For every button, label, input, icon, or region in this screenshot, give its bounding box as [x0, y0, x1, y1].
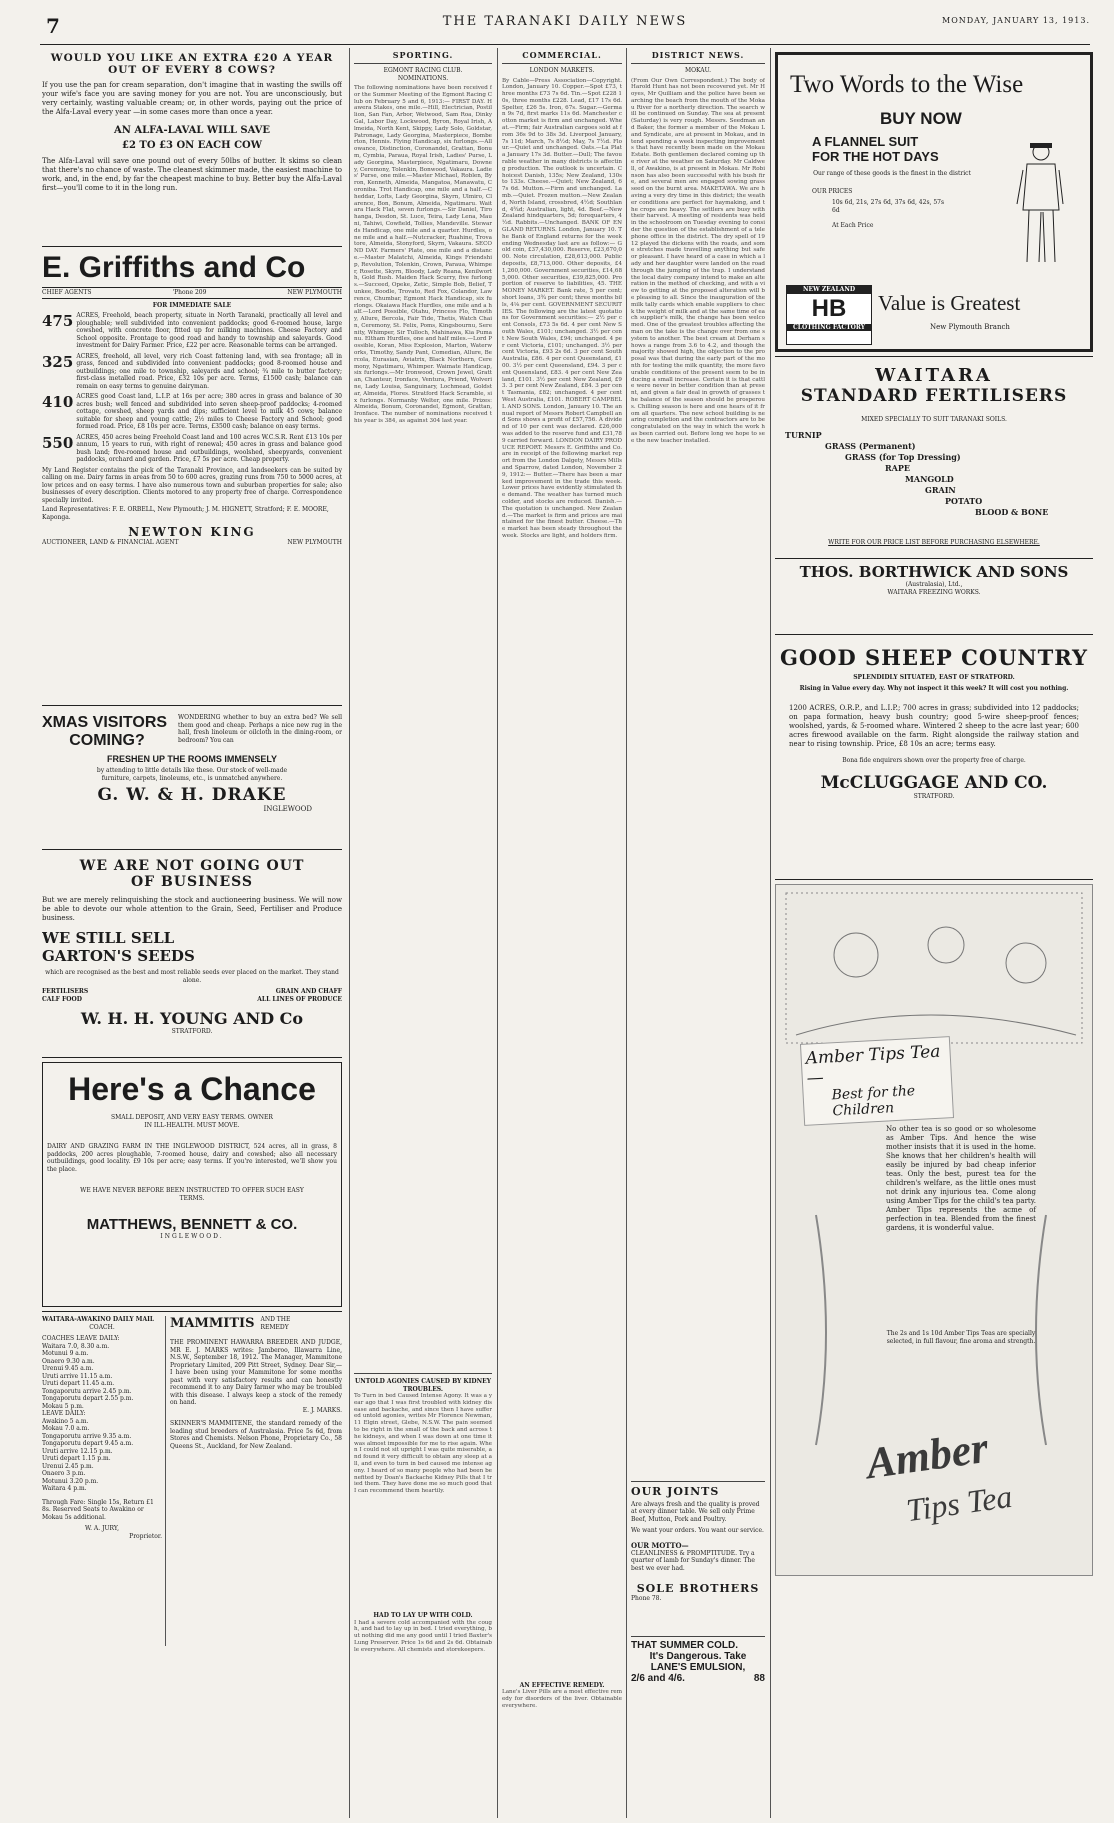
- listing-text: ACRES, freehold, all level, very rich Coast fattening land, with sea frontage; all in grass, fenced and subdivided into convenient paddocks; good 8-roomed house and outbuildings; one mile to township, saleyards and school; ¾ mile to butter factory; first-class metalled road. Price, £32 10s per acre. Terms, £1500 cash; balance can remain on easy terms to genuine dairyman.: [76, 352, 342, 390]
- amber-body: No other tea is so good or so wholesome as Amber Tips. And hence the wise mother insists that it is used in the home. She knows that her children's health will easily be injured by bad cheap inferior teas. Only the best, purest tea for the children's welfare, as the little ones must not drink any injurious tea. Come along using Amber Tips for the child's tea party. Amber Tips represents the acme of perfection in tea. Blended from the finest gardens, it is wonderful value.: [886, 1125, 1036, 1232]
- column-divider: [349, 48, 350, 1818]
- waitara-mixed: MIXED SPECIALLY TO SUIT TARANAKI SOILS.: [861, 416, 1007, 423]
- sheep-ad: [775, 645, 1093, 875]
- commercial-sub: LONDON MARKETS.: [529, 67, 595, 74]
- timetable-row: Urenui 9.45 a.m.: [42, 1365, 94, 1372]
- butcher-ad: [631, 1485, 765, 1633]
- waitara-ad: [775, 365, 1093, 630]
- coach-head: WAITARA-AWAKINO DAILY MAIL: [42, 1316, 155, 1323]
- sporting-sub-2: NOMINATIONS.: [397, 74, 449, 82]
- listing-text: ACRES, Freehold, beach property, situate in North Taranaki, practically all level and ploughable; well subdivided into convenient paddocks; good 6-roomed house, large cowshed, with concrete floor, fitted up for milking machines. Cheese Factory and School opposite. Frontage to good road and handy to township and saleyards. Good investment for Dairy Farmer. Price, £22 per acre. Reasonable terms can be arranged.: [76, 312, 342, 349]
- fertiliser-item: GRASS (for Top Dressing): [845, 451, 961, 462]
- griffiths-ad: [42, 251, 342, 701]
- timetable-row: Motunui 9 a.m.: [42, 1350, 89, 1357]
- hb-value: Value is Greatest: [878, 291, 1021, 315]
- alfa-headline-2: OUT OF EVERY 8 COWS?: [108, 64, 276, 76]
- sheep-rising: Rising in Value every day. Why not inspect it this week? It will cost you nothing.: [799, 684, 1069, 692]
- timetable-row: Awakino 5 a.m.: [42, 1417, 89, 1425]
- district-heading: DISTRICT NEWS.: [651, 50, 745, 60]
- coach-leave: COACHES LEAVE DAILY:: [42, 1335, 120, 1342]
- young-body: But we are merely relinquishing the stock and auctioneering business. We will now be able to devote our whole attention to the Grain, Seed, Fertiliser and Produce business.: [42, 896, 342, 922]
- listing-acres: 410: [42, 393, 74, 411]
- alfa-body-1: If you use the pan for cream separation, don't imagine that in wasting the swills off your wife's face you are saving money for you are not. You are unconsciously, but very certainly, wasting valuable cream; or, in other words, paying out the price of the Alfa-Laval every year —in some cases more than once a year.: [42, 81, 342, 116]
- chance-never: WE HAVE NEVER BEFORE BEEN INSTRUCTED TO OFFER SUCH EASY TERMS.: [80, 1187, 304, 1202]
- coach-name: W. A. JURY,: [85, 1525, 119, 1532]
- motto-body: CLEANLINESS & PROMPTITUDE. Try a quarter of lamb for Sunday's dinner. The best we ever had.: [631, 1549, 755, 1572]
- fertiliser-list: [775, 430, 1093, 525]
- hb-logo-mid: HB: [811, 294, 847, 322]
- drake-freshen: FRESHEN UP THE ROOMS IMMENSELY: [106, 754, 278, 764]
- hb-ad: [775, 52, 1093, 352]
- amber-logo-1: Amber: [863, 1422, 992, 1489]
- listing: [42, 312, 342, 350]
- hb-title: Two Words to the Wise: [790, 71, 1024, 98]
- amber-title: Amber Tips Tea—: [805, 1041, 941, 1089]
- timetable-row: Uruti depart 1.15 p.m.: [42, 1455, 111, 1462]
- emulsion-ad: [631, 1640, 765, 1684]
- fertiliser-item: GRASS (Permanent): [825, 440, 916, 451]
- waitara-h2: STANDARD FERTILISERS: [800, 386, 1068, 406]
- mammitis-sig: E. J. MARKS.: [302, 1406, 342, 1414]
- amber-fine: The 2s and 1s 10d Amber Tips Teas are specially selected, in full flavour, fine aroma and strength.: [886, 1330, 1036, 1345]
- fertiliser-item: RAPE: [885, 462, 910, 473]
- newton-king-name: NEWTON KING: [128, 525, 256, 539]
- fertiliser-item: TURNIP: [785, 429, 822, 440]
- young-ad: [42, 858, 342, 1053]
- newspaper-title: THE TARANAKI DAILY NEWS: [442, 14, 688, 29]
- sole-phone: Phone 78.: [631, 1595, 662, 1602]
- alfa-headline-4: £2 TO £3 ON EACH COW: [122, 140, 262, 151]
- griffiths-reps: Land Representatives: F. E. ORBELL, New Plymouth; J. M. HIGNETT, Stratford; F. E. MOORE, Kaponga.: [42, 506, 329, 521]
- timetable-row: Uruti depart 11.45 a.m.: [42, 1380, 115, 1387]
- mammitis-body: THE PROMINENT HAWARRA BREEDER AND JUDGE, MR E. J. MARKS writes: Jamberoo, Illawarra Line, N.S.W., September 18, 1912. The Manager, Mammitone Proprietary Limited, 209 Pitt Street, Sydney. Dear Sir,—I have been using your Mammitone for some months past with very satisfactory results and can honestly recommend it to any Dairy farmer who may be troubled with this disease. I always keep a stock of the remedy on hand.: [170, 1339, 342, 1406]
- mammitis-ad: [170, 1316, 342, 1646]
- young-name: W. H. H. YOUNG AND Co: [80, 1009, 304, 1028]
- timetable-row: Waitara 7.0, 8.30 a.m.: [42, 1342, 110, 1350]
- chance-sub: SMALL DEPOSIT, AND VERY EASY TERMS. OWNER IN ILL-HEALTH. MUST MOVE.: [111, 1114, 273, 1129]
- young-body-2: which are recognised as the best and most reliable seeds ever placed on the market. They stand alone.: [45, 969, 339, 984]
- coach-timetable: [42, 1343, 162, 1493]
- commercial-heading: COMMERCIAL.: [522, 50, 602, 60]
- listing-text: ACRES good Coast land, L.I.P. at 16s per acre; 380 acres in grass and balance of 30 acres bush; well fenced and subdivided into seven sheep-proof paddocks; 4-roomed cottage, cowshed, sheep yards and dips; sufficient level to milk 45 cows; balance suitable for sheep and young cattle; 2½ miles to Cheese Factory and School; good formed road. Price, £8 10s per acre. Terms, £3500 cash; balance on easy terms.: [76, 393, 342, 430]
- sporting-article: The following nominations have been received for the Summer Meeting of the Egmont Racing Club on February 5 and 6, 1913:— FIRST DAY. Hawera Stakes, one mile.—Hill, Electrician, Postillion, San Fan, Arbor, Wetwood, Sam Roa, Dinky Gal, Labor Day, Lockwood, Byron, Royal Irish, Almeida, North Kent, Skippy, Lady Solo, Goldstar, Patronage, Lady Georgina, Masterpiece, Bomberton, Hennis. Flying Handicap, six furlongs.—Allowance, Distinction, Coronandel, Grattan, Bonum, Cymbia, Paraua, Royal Irish, Ladies' Purse, Lady Georgina, Masterpiece, Ngatimaru, Downey, Ceremony, Tolenkin, Bonwood, Vakaura. Ladies' Purse, one mile.—Master Michael, Roblen, Byron, Kenneth, Almeida, Mangatoa, Manawatu, Coroniba. Trot Handicap, one mile and a half.—Cheddar, Lofts, Lady Georgina, Skyrn, Ulmiro, Clarence, Bon, Bonum, Almeida, Ngatimaru. Waitara Hack Flat, seven furlongs.—Sir Daniel, Tirohanga, Desdon, St. Luce, Teira, Lady Lena, Mauni, Tahiwi, Cowfield, Tollies, Mandeville. Stewards Handicap, one mile and a quarter. Hurdles, one mile and a half.—Nutcracker, Ruahine, Trovatore, Almeida, Stonyford, Skyrn, Vakaura. SECOND DAY. Farmers' Plate, one mile and a distance.—Master Malatchi, Almeida, Kings Friendship, Revolution, Tolenkin, Crown, Paraua, Whimper, Rosette, Skyrn, Bloody, Lady Reana, Kenilworth, Gold Rush. Maiden Hack Scurry, five furlongs.—Succeed, Opeke, Zetic, Simple Bob, Belief, Tunkee, Boodle, Trovato, Red Fox, Colandor, Lawrence, Chumbar, Egmont Hack Handicap, six furlongs. Okaiawa Hack Hurdles, one mile and a half.—Lord Possible, Otahu, Princess Flo, Timothy, Allure, Bercola, Fair Tide, Thetis, Watch Chain, Ceremony, St. Felix, Poms, Kingsbournu, Serenity, Whimper, Sir Tulloch, Mahinawa, Kia Pumanu. Eltham Hurdles, one and half miles.—Lord Possible, Koran, Miss Explosion, Marton, Waterworks, Timothy, Sandy Pant, Comedian, Allure, Bercola, Eurasian, Aviatrix, Black Northern, Ceremony, Ngatimaru, Whimper. Waimate Handicap, six furlongs.—Mr Ironwood, Crown Jewel, Grattan, Chanteur, Ironface, Ventura, Priend, Wolverine, Lady Louisa, Sanguinary, Lochmead, Goldstar, Almeida, Flores. Stratford Hack Scramble, six furlongs. Normanby Welter, one mile. Prizes: Almeida, Bonum, Coronandel, Egmont, Grattan, Ironface. The number of nominations received this year is 384, as against 304 last year.: [354, 85, 492, 425]
- joints-want: We want your orders. You want our service.: [631, 1527, 764, 1534]
- column-divider: [626, 48, 627, 1818]
- borthwick-name: THOS. BORTHWICK AND SONS: [799, 563, 1069, 581]
- young-item: CALF FOOD: [42, 995, 82, 1003]
- sporting-sub-1: EGMONT RACING CLUB.: [383, 67, 463, 74]
- cold-line-1: THAT SUMMER COLD.: [631, 1639, 739, 1651]
- chance-town: INGLEWOOD.: [160, 1233, 224, 1240]
- timetable-row: Uruti arrive 11.15 a.m.: [42, 1372, 113, 1380]
- young-item: FERTILISERS: [42, 988, 89, 995]
- chance-name: MATTHEWS, BENNETT & CO.: [86, 1216, 298, 1233]
- hb-logo-top: NEW ZEALAND: [787, 286, 871, 294]
- waitara-h1: WAITARA: [875, 365, 993, 386]
- hb-each: At Each Price: [832, 222, 874, 229]
- sporting-column: [354, 48, 492, 1818]
- mammitis-title: MAMMITIS: [170, 1316, 255, 1331]
- fertiliser-item: GRAIN: [925, 484, 956, 495]
- sheep-bona: Bona fide enquirers shown over the property free of charge.: [842, 757, 1026, 764]
- man-in-suit-illustration: [1013, 140, 1068, 270]
- cold-number: 88: [753, 1672, 765, 1684]
- young-h2: OF BUSINESS: [130, 874, 254, 890]
- listing-text: ACRES, 450 acres being Freehold Coast land and 100 acres W.C.S.R. Rent £13 10s per annum, 15 years to run, with right of renewal; 450 acres in grass and balance good bush land; five-roomed house and outbuildings, woolshed, sheepyards, convenient paddocks, orchard and garden. Price, £7 5s per acre. Cheap property.: [76, 433, 342, 463]
- timetable-row: Tongaporutu depart 2.55 p.m.: [42, 1395, 134, 1402]
- remedy-body: Lane's Liver Pills are a most effective remedy for disorders of the liver. Obtainable everywhere.: [502, 1689, 622, 1709]
- hb-branch: New Plymouth Branch: [930, 323, 1010, 331]
- amber-logo-2: Tips Tea: [903, 1477, 1015, 1529]
- commercial-article: By Cable—Press Association—Copyright. London, January 10. Copper.—Spot £73, three months £73 7s 6d. Tin.—Spot £228 10s, three months £228. Lead, £17 17s 6d. Spelter, £26 5s. Iron, 67s. Sugar.—German 9s 7d, first marks 11s 6d. Manchester cotton market is firm and unchanged. Wheat.—Firm; fair Australian cargoes sold at from 36s 9d to 38s 3d. Liverpool January, 7s 11d; March, 7s 8½d; May, 7s 7½d. Flour.—Quiet and unchanged. Oats.—La Plata January 17s 3d. Butter.—Dull; The favourable weather in many districts is affecting production. The outlook is uncertain. Choicest Danish, 135s; New Zealand, 130s to 133s. Cheese.—Quiet; New Zealand, 67s 6d. Mutton.—Firm and unchanged. Lamb.—Quiet. Frozen mutton.—New Zealand, North Island, crossbred, 4½d; Southland, 4¾d; Australian, light, 4d. Beef.—New Zealand hindquarters, 5d; forequarters, 4½d. Rabbits.—Unchanged. BANK OF ENGLAND RETURNS. London, January 10. The Bank of England returns for the week ending Wednesday last are as follow:— Gold coin, £37,430,000. Reserve, £23,670,000. Note circulation, £28,613,000. Public deposits, £8,713,000. Other deposits, £41,260,000. Government securities, £14,685,000. Other securities, £39,825,000. Proportion of reserve to liabilities, 45. THE MONEY MARKET. Bank rate, 5 per cent; short loans, 3¾ per cent; three months bills, 4⅛ per cent. GOVERNMENT SECURITIES. The following are the latest quotations for Government securities:— 2½ per cent Consols, £73 5s 6d. 4 per cent New South Wales, £101; unchanged. 3½ per cent New South Wales, £94; unchanged. 4 per cent Victoria, £101; unchanged. 3½ per cent Victoria, £93 2s 6d. 3 per cent South Australia, £86. 4 per cent Queensland, £100. 3½ per cent Queensland, £94. 3 per cent Queensland, £83. 4 per cent New Zealand, £101. 3½ per cent New Zealand, £93. 3 per cent New Zealand, £84. 3 per cent Tasmania, £82; unchanged. 4 per cent West Australia, £101. ROBERT CAMPBELL AND SONS. London, January 10. The annual report of Messrs Robert Campbell and Sons shows a profit of £57,756. A dividend of 10 per cent was declared. £26,000 was added to the reserve fund and £31,789 carried forward. LONDON DAIRY PRODUCE REPORT. Messrs E. Griffiths and Co. are in receipt of the following market report from the London Dalgety, Messrs Mills and Sparrow, dated London, November 29, 1912:— Butter.—There has been a marked improvement in the trade this week. Lower prices have evidently stimulated the demand. The weather has turned much colder, and stocks are reduced. Danish.—The quotation is unchanged. New Zealand.—The market is firm and prices are maintained for the finest butter. Cheese.—The market has been steady throughout the week. Stocks are light, and holders firm.: [502, 77, 622, 539]
- coach-role: Proprietor.: [129, 1532, 162, 1540]
- chance-body: DAIRY AND GRAZING FARM IN THE INGLEWOOD DISTRICT, 524 acres, all in grass, 8 paddocks, 200 acres ploughable, 7-roomed house, dairy and cowshed; also all necessary outbuildings, good locality. £9 10s per acre; easy terms. If you're interested, we'll show you the place.: [47, 1143, 337, 1173]
- fertiliser-item: BLOOD & BONE: [975, 506, 1049, 517]
- alfa-headline-3: AN ALFA-LAVAL WILL SAVE: [114, 125, 270, 136]
- drake-right-text: WONDERING whether to buy an extra bed? We sell them good and cheap. Perhaps a nice new rug in the hall, fresh linoleum or oilcloth in the dining-room, or bedroom? You can: [178, 714, 342, 744]
- commercial-column: [502, 48, 622, 1818]
- griffiths-agents: CHIEF AGENTS: [42, 289, 92, 296]
- kidney-ad-head: UNTOLD AGONIES CAUSED BY KIDNEY TROUBLES.: [355, 1378, 491, 1393]
- masthead: [40, 8, 1090, 45]
- cold-ad-body: I had a severe cold accompanied with the cough, and had to lay up in bed. I tried everything, but nothing did me any good until I tried Baxter's Lung Preserver. Price 1s 6d and 2s 6d. Obtainable everywhere. All chemists and storekeepers.: [354, 1619, 492, 1653]
- timetable-row: Onaero 9.30 a.m.: [42, 1357, 95, 1365]
- waitara-write: WRITE FOR OUR PRICE LIST BEFORE PURCHASING ELSEWHERE.: [828, 538, 1040, 546]
- column-divider: [770, 48, 771, 1818]
- sheep-h2: SPLENDIDLY SITUATED, EAST OF STRATFORD.: [853, 674, 1015, 681]
- joints-head: OUR JOINTS: [631, 1484, 720, 1498]
- district-article: (From Our Own Correspondent.) The body of Harold Hunt has not been recovered yet. Mr Hoyes, Mr Quilliam and the police have been searching the beach from the mouth of the Mokau River for a northerly direction. The search will be continued on Sunday. The sea at present (Saturday) is very rough. Messrs. Seedman and Baker, the former a member of the Mokau Land Syndicate, are at present in Mokau, and intend spending a week inspecting improvements that have recently been made on the Mokau Estate. Both gentlemen declared coming up the river at the weather on Saturday. Mr Caldwell, of Awakino, is at present in Mokau. Mr Robinson has also been successful with his bush fire, and several men are engaged sowing grass seed on the burnt area. MAKETAWA. We are having a very dry time in this district; the weather conditions are perfect for haymaking, and the crops are heavy. The settlers are busy with their harvest. A meeting of residents was held in the schoolroom on Tuesday evening to consider the question of the establishment of a telephone office in the district. The dry spell of 1912 played the dickens with the roads, and some stretches made travelling anything but safe or pleasant. I have heard of a case in which a lady and her daughter were landed on the road through the jumping of the trap. I understand the local dairy company intend to make an alteration in the method of checking, and with a view to getting at the proposed alteration will be pleasing to all. Since the inauguration of the milk tally cards which enable suppliers to check the weight of milk and at the same time of each supplier's milk, the change has been welcomed. One of the greatest troubles affecting the man on the take is the change over from one system to another. The best cream at Derham shows a range from 3.6 to 4.2, and though the majority showed high, the objection to the proposal was that during the early part of the month for testing the milk quantity, the more favourable conditions of the present seem to be inducing a small increase. Certain it is that cattle were never in better condition than at present, and given a fair deal in growth of grasses the balance of the season should be prosperous. Chilling season is here and one hears of it from all quarters. The new school building is nearing completion and the contractors are to be congratulated on the way in which the work has been carried out. Before long we hope to see the new teacher installed.: [631, 77, 765, 444]
- column-divider: [497, 48, 498, 1818]
- hb-logo-bot: CLOTHING FACTORY: [787, 324, 871, 332]
- hb-range: Our range of these goods is the finest in the district: [813, 170, 971, 177]
- district-column: [631, 48, 765, 1818]
- listing-acres: 325: [42, 352, 74, 371]
- hb-prices-head: OUR PRICES: [812, 187, 853, 195]
- young-h4: GARTON'S SEEDS: [42, 947, 195, 965]
- young-town: STRATFORD.: [171, 1028, 213, 1035]
- cold-line-2: It's Dangerous. Take: [649, 1650, 747, 1662]
- timetable-row: Urenui 2.45 p.m.: [42, 1462, 94, 1470]
- sole-brothers: SOLE BROTHERS: [636, 1582, 760, 1595]
- drake-ad: [42, 710, 342, 845]
- alfa-laval-ad: [42, 52, 342, 242]
- young-item: GRAIN AND CHAFF: [275, 988, 342, 995]
- griffiths-name: E. Griffiths and Co: [42, 251, 306, 284]
- mammitis-foot: SKINNER'S MAMMITENE, the standard remedy of the leading stud breeders of Australasia. Price 5s 6d, from Stores and Chemists. Nelson Phone, Proprietary Co., 58 Queens St., Auckland, for New Zealand.: [170, 1420, 342, 1450]
- listing-acres: 475: [42, 312, 74, 330]
- hb-flannel-2: FOR THE HOT DAYS: [812, 149, 939, 164]
- sheep-body: 1200 ACRES, O.R.P., and L.I.P.; 700 acres in grass; subdivided into 12 paddocks; on papa formation, heavy bush country; good 5-wire sheep-proof fences; woolshed, yards, & 5-roomed whare. Wintered 2 sheep to the acre last year; 600 acres firewood available on the farm. Right alongside the railway station and near to rising township. Price, £8 10s an acre; terms easy.: [789, 704, 1079, 748]
- timetable-row: Tongaporutu depart 9.45 a.m.: [42, 1440, 134, 1447]
- cold-ad-head: HAD TO LAY UP WITH COLD.: [373, 1612, 473, 1619]
- amber-sub: Best for the Children: [831, 1083, 916, 1120]
- coach-fare: Through Fare: Single 15s, Return £1 8s. Reserved Seats to Awakino or Mokau 5s additional.: [42, 1498, 154, 1521]
- chance-ad: [42, 1062, 342, 1307]
- timetable-row: Tongaporutu arrive 9.35 a.m.: [42, 1432, 132, 1440]
- coach-sub: COACH.: [89, 1323, 115, 1331]
- motto-head: OUR MOTTO—: [631, 1540, 689, 1550]
- mccluggage-town: STRATFORD.: [913, 792, 955, 800]
- fertiliser-item: MANGOLD: [905, 473, 954, 484]
- timetable-row: LEAVE DAILY:: [42, 1410, 86, 1417]
- timetable-row: Mokau 7.0 a.m.: [42, 1425, 90, 1432]
- cold-line-4: 2/6 and 4/6.: [631, 1672, 685, 1684]
- sale-heading: FOR IMMEDIATE SALE: [152, 301, 232, 309]
- listing: [42, 353, 342, 391]
- chance-title: Here's a Chance: [68, 1071, 316, 1107]
- young-h1: WE ARE NOT GOING OUT: [79, 858, 305, 874]
- mammitis-side: AND THE REMEDY: [260, 1316, 291, 1331]
- newton-king-role: AUCTIONEER, LAND & FINANCIAL AGENT: [42, 539, 179, 546]
- district-sub: MOKAU.: [684, 67, 712, 74]
- timetable-row: Uruti arrive 12.15 p.m.: [42, 1447, 113, 1455]
- hb-buy-now: BUY NOW: [880, 109, 962, 128]
- newton-king-town: NEW PLYMOUTH: [287, 539, 342, 546]
- cold-line-3: LANE'S EMULSION,: [650, 1661, 746, 1673]
- remedy-head: AN EFFECTIVE REMEDY.: [519, 1681, 605, 1689]
- mccluggage-name: McCLUGGAGE AND CO.: [820, 772, 1048, 793]
- amber-tips-ad: [775, 884, 1093, 1576]
- borthwick-works: WAITARA FREEZING WORKS.: [887, 588, 981, 596]
- young-h3: WE STILL SELL: [42, 929, 175, 947]
- timetable-row: Onaero 3 p.m.: [42, 1470, 86, 1477]
- sporting-heading: SPORTING.: [392, 50, 454, 60]
- alfa-headline-1: WOULD YOU LIKE AN EXTRA £20 A YEAR: [50, 52, 334, 64]
- hb-prices: 10s 6d, 21s, 27s 6d, 37s 6d, 42s, 57s 6d: [832, 199, 945, 214]
- drake-town: INGLEWOOD: [263, 805, 312, 813]
- griffiths-town: NEW PLYMOUTH: [287, 289, 342, 296]
- hb-logo: [786, 285, 872, 345]
- xmas-coming: COMING?: [69, 732, 145, 749]
- listing: [42, 393, 342, 431]
- xmas-visitors: XMAS VISITORS: [42, 714, 168, 731]
- griffiths-phone: 'Phone 209: [172, 289, 207, 296]
- young-item: ALL LINES OF PRODUCE: [257, 995, 342, 1003]
- fertiliser-item: POTATO: [945, 495, 983, 506]
- borthwick-aus: (Australasia), Ltd.,: [905, 581, 963, 588]
- listing-acres: 550: [42, 433, 74, 452]
- coach-ad: [42, 1316, 166, 1646]
- hb-flannel-1: A FLANNEL SUIT: [812, 134, 919, 149]
- alfa-body-2: The Alfa-Laval will save one pound out of every 50lbs of butter. It skims so clean that there's no chance of waste. The cleanest skimmer made, the easiest machine to work, and, in the end, by far the cheapest machine to buy. Better buy the Alfa-Laval first—you'll come to it in the long run.: [42, 157, 342, 192]
- listing: [42, 434, 342, 464]
- right-ads-column: [775, 48, 1093, 1818]
- drake-mid: by attending to little details like these. Our stock of well-made furniture, carpets, linoleums, etc., is unmatched anywhere.: [96, 767, 288, 782]
- timetable-row: Mokau 5 p.m.: [42, 1402, 84, 1410]
- left-ads-column: [42, 48, 342, 1818]
- timetable-row: Motunui 3.20 p.m.: [42, 1477, 99, 1485]
- griffiths-footer: My Land Register contains the pick of the Taranaki Province, and landseekers can be suited by calling on me. Dairy farms in areas from 50 to 600 acres, grazing runs from 750 to 5000 acres, at low prices and on easy terms. I have also numerous town and suburban properties for sale; also businesses of every description. Clients motored to any property free of charge. Correspondence specially invited.: [42, 466, 342, 504]
- timetable-row: Tongaporutu arrive 2.45 p.m.: [42, 1387, 132, 1395]
- issue-date: MONDAY, JANUARY 13, 1913.: [942, 16, 1090, 25]
- joints-body: Are always fresh and the quality is proved at every dinner table. We sell only Prime Beef, Mutton, Pork and Poultry.: [631, 1500, 760, 1523]
- timetable-row: Waitara 4 p.m.: [42, 1485, 87, 1492]
- page-number: 7: [46, 14, 60, 38]
- kidney-ad-body: To Turn in bed Caused Intense Agony. It was a year ago that I was first troubled with kidney disease and backache, and since then I have suffered untold agonies, writes Mr Florence Newman, 11 Elgin street, Glebe, N.S.W. The pain seemed to be right in the small of the back and across the kidneys, and when I was down at one time it was almost impossible for me to rise again. When I could not sit upright I was quite miserable, and found it very difficult to obtain any sleep at all, and even to turn in bed caused me intense agony. I heard of so many people who had been benefited by Doan's Backache Kidney Pills that I tried them. They have done me so much good that I can recommend them heartily.: [354, 1393, 492, 1495]
- sheep-h1: GOOD SHEEP COUNTRY: [779, 645, 1089, 670]
- drake-name: G. W. & H. DRAKE: [97, 785, 287, 805]
